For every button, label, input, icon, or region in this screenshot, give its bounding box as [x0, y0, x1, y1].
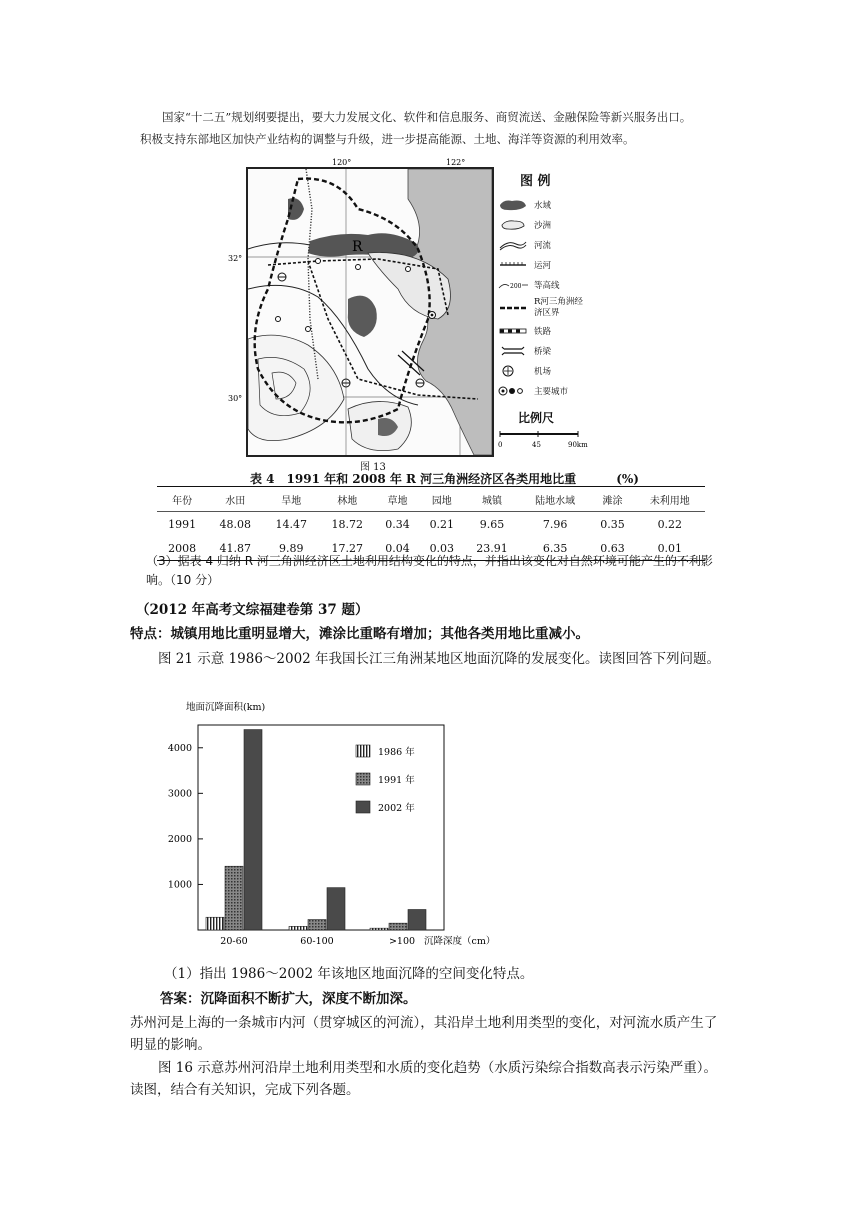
bar	[327, 888, 345, 930]
bar	[289, 926, 307, 930]
bar	[244, 730, 262, 930]
bar	[206, 917, 224, 930]
legend-item-city	[498, 381, 608, 401]
table-title-text: 表 4 1991 年和 2008 年 R 河三角洲经济区各类用地比重	[250, 472, 577, 486]
paragraph-suzhou-river: 苏州河是上海的一条城市内河（贯穿城区的河流），其沿岸土地利用类型的变化，对河流水质产生了明显的影响。	[130, 1015, 718, 1053]
legend-swatch	[356, 745, 370, 757]
answer-text: 答案：沉降面积不断扩大，深度不断加深。	[160, 991, 417, 1007]
legend-item-sandbar	[498, 215, 608, 235]
intro-text	[140, 106, 760, 150]
legend-label: 桥梁	[534, 347, 552, 357]
legend-item-bridge	[498, 341, 608, 361]
table-cell: 2008	[157, 536, 207, 561]
y-tick-label: 3000	[167, 788, 192, 800]
legend-item-railway	[498, 321, 608, 341]
legend-item-airport	[498, 361, 608, 381]
table-cell: 0.21	[429, 517, 455, 531]
paragraph-fig16: 图 16 示意苏州河沿岸土地利用类型和水质的变化趋势（水质污染综合指数高表示污染严重）。读图，结合有关知识，完成下列各题。	[130, 1060, 718, 1098]
table-header: 园地	[420, 487, 464, 512]
lat-label-32: 32°	[228, 254, 243, 263]
legend-label: 沙洲	[534, 221, 552, 231]
bar	[308, 920, 326, 930]
y-tick-label: 4000	[167, 742, 192, 754]
airport-icon	[498, 364, 528, 378]
legend-label: R河三角洲经济区界	[534, 297, 583, 318]
x-axis-label: 沉降深度（cm）	[424, 936, 496, 947]
y-axis-label: 地面沉降面积(km)	[186, 702, 266, 713]
table-header: 滩涂	[590, 487, 634, 512]
table-cell: 18.72	[331, 517, 364, 531]
bridge-icon	[498, 344, 528, 358]
table-unit: (%)	[616, 472, 639, 486]
table-cell: 7.96	[542, 517, 568, 531]
scale-bar	[498, 430, 588, 452]
scale-title: 比例尺	[518, 411, 555, 425]
table-cell: 0.63	[590, 536, 634, 561]
paragraph-fig21: 图 21 示意 1986～2002 年我国长江三角洲某地区地面沉降的发展变化。读图回答下列问题。	[158, 651, 721, 667]
legend-label: 2002 年	[378, 803, 415, 814]
water-area-icon	[498, 198, 528, 212]
table-cell: 17.27	[319, 536, 375, 561]
table-header: 城镇	[464, 487, 520, 512]
legend-label: 河流	[534, 241, 552, 251]
table-cell: 0.03	[420, 536, 464, 561]
legend-label: 水域	[534, 201, 552, 211]
question-3: （3）据表 4 归纳 R 河三角洲经济区土地利用结构变化的特点，并指出该变化对自然环境可能产生的不利影响。（10 分）	[146, 554, 713, 587]
legend-title: 图 例	[520, 174, 551, 189]
table-header: 水田	[207, 487, 263, 512]
table-row	[157, 512, 705, 537]
legend-label: 运河	[534, 261, 552, 271]
table-cell: 48.08	[219, 517, 251, 531]
scale-tick: 0	[498, 441, 503, 449]
x-tick-label: 60-100	[300, 936, 334, 947]
legend-item-river	[498, 235, 608, 255]
x-tick-label: 20-60	[220, 936, 248, 947]
contour-line-icon	[498, 278, 528, 292]
legend-item-contour	[498, 275, 608, 295]
table-header-row	[157, 487, 705, 512]
economic-zone-boundary-icon	[498, 301, 528, 315]
table-cell: 9.89	[263, 536, 319, 561]
table-title	[250, 470, 639, 487]
table-cell: 0.22	[657, 517, 683, 531]
x-tick-label: >100	[388, 936, 416, 947]
legend-label: 铁路	[534, 327, 552, 337]
legend-item-canal	[498, 255, 608, 275]
legend-item-water	[498, 195, 608, 215]
table-header: 未利用地	[635, 487, 705, 512]
contour-value: 200	[510, 283, 522, 290]
legend-label: 机场	[534, 367, 552, 377]
table-header: 陆地水域	[520, 487, 590, 512]
subsidence-chart-svg	[150, 695, 530, 955]
feature-answer: 特点：城镇用地比重明显增大，滩涂比重略有增加；其他各类用地比重减小。	[130, 626, 589, 642]
table-cell: 1991	[168, 517, 197, 531]
table-cell: 0.35	[600, 517, 625, 531]
legend-label: 主要城市	[534, 387, 569, 397]
map-legend	[498, 170, 608, 455]
table-cell: 6.35	[520, 536, 590, 561]
legend-swatch	[356, 801, 370, 813]
intro-line-1: 国家“十二五”规划纲要提出，要大力发展文化、软件和信息服务、商贸流送、金融保险等新兴服务出口。	[162, 110, 692, 124]
table-header: 草地	[375, 487, 419, 512]
canal-icon	[498, 258, 528, 272]
question-1: （1）指出 1986～2002 年该地区地面沉降的空间变化特点。	[164, 966, 534, 982]
railway-icon	[498, 324, 528, 338]
scale-tick: 90km	[568, 441, 588, 449]
table-cell: 0.01	[635, 536, 705, 561]
legend-label: 1986 年	[378, 747, 415, 758]
intro-line-2: 积极支持东部地区加快产业结构的调整与升级，进一步提高能源、土地、海洋等资源的利用效率。	[140, 132, 635, 146]
map-city-label-r: R	[352, 239, 363, 255]
subsidence-chart	[150, 695, 530, 955]
major-city-icon	[498, 384, 528, 398]
table-cell: 0.34	[385, 517, 410, 531]
scale-tick: 45	[532, 441, 541, 449]
legend-label: 等高线	[534, 281, 560, 291]
lon-label-120: 120°	[332, 158, 352, 167]
map-caption: 图 13	[360, 462, 386, 473]
table-cell: 14.47	[275, 517, 307, 531]
legend-item-boundary	[498, 295, 608, 321]
bar	[408, 910, 426, 931]
sandbar-icon	[498, 218, 528, 232]
river-icon	[498, 238, 528, 252]
table-header: 旱地	[263, 487, 319, 512]
lon-label-122: 122°	[446, 158, 466, 167]
table-header: 林地	[319, 487, 375, 512]
bar	[370, 928, 388, 930]
table-cell: 9.65	[479, 517, 505, 531]
legend-label: 1991 年	[378, 775, 415, 786]
source-line: （2012 年高考文综福建卷第 37 题）	[136, 602, 369, 618]
table-header: 年份	[157, 487, 207, 512]
y-tick-label: 1000	[167, 879, 192, 891]
table-cell: 0.04	[375, 536, 419, 561]
bar	[225, 866, 243, 930]
land-use-table	[157, 486, 705, 561]
y-tick-label: 2000	[167, 833, 192, 845]
bar	[389, 923, 407, 930]
map-graticule-labels	[220, 155, 490, 415]
legend-swatch	[356, 773, 370, 785]
table-cell: 41.87	[207, 536, 263, 561]
lat-label-30: 30°	[228, 394, 243, 403]
table-cell: 23.91	[464, 536, 520, 561]
